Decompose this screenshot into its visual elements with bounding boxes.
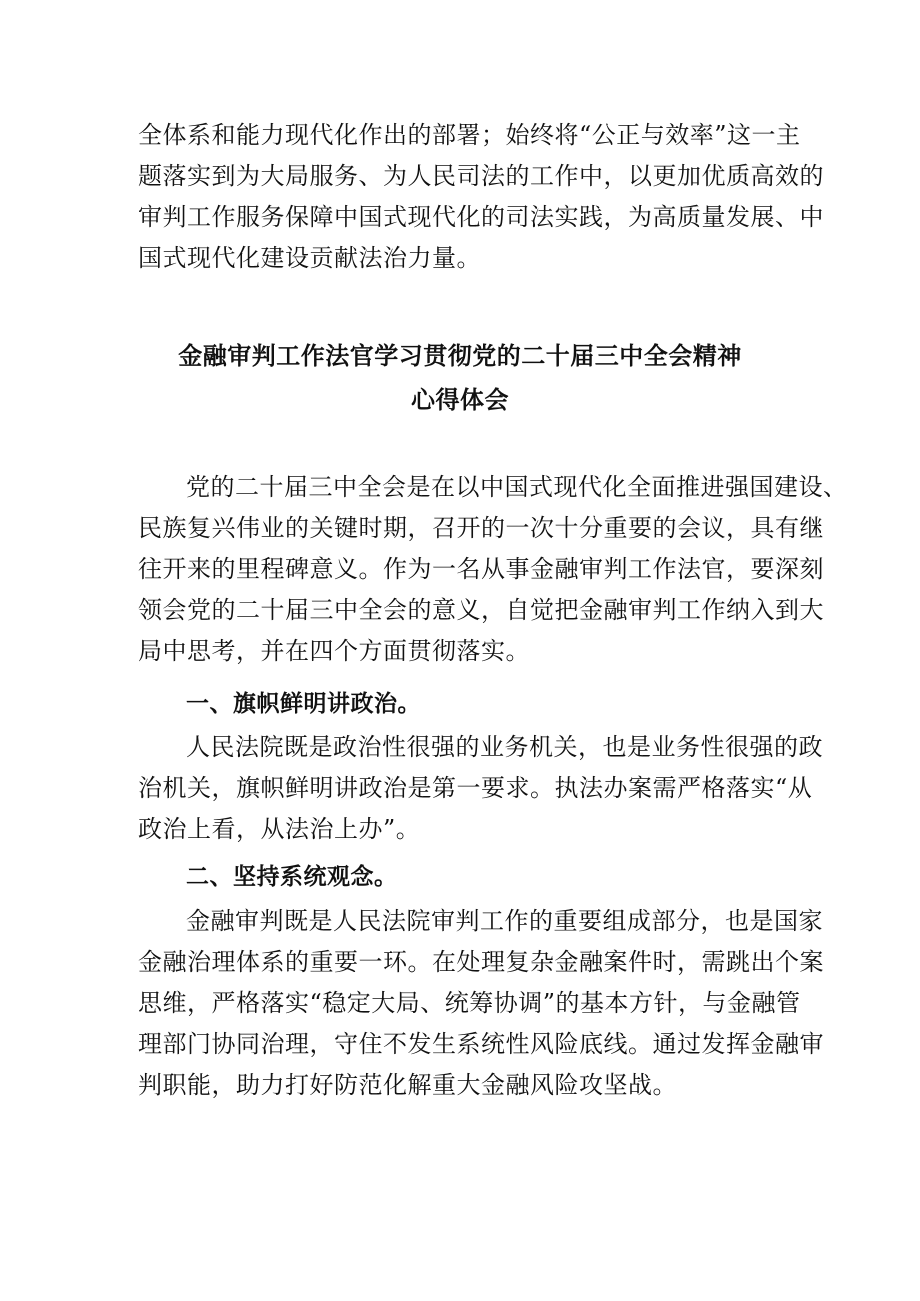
text-line: 题落实到为大局服务、为人民司法的工作中，以更加优质高效的 (138, 162, 824, 190)
text-line: 国式现代化建设贡献法治力量。 (138, 244, 481, 272)
text-line: 局中思考，并在四个方面贯彻落实。 (138, 637, 530, 665)
article-title-line1: 金融审判工作法官学习贯彻党的二十届三中全会精神 (178, 342, 742, 370)
section-heading-1: 一、旗帜鲜明讲政治。 (186, 691, 421, 717)
text-line: 审判工作服务保障中国式现代化的司法实践，为高质量发展、中 (138, 203, 824, 231)
text-line: 政治上看，从法治上办”。 (138, 815, 421, 843)
text-line: 治机关，旗帜鲜明讲政治是第一要求。执法办案需严格落实“从 (138, 774, 813, 802)
text-line: 金融审判既是人民法院审判工作的重要组成部分，也是国家 (186, 907, 823, 935)
section-heading-2: 二、坚持系统观念。 (186, 864, 398, 890)
paragraph-2 (138, 727, 823, 850)
text-line: 党的二十届三中全会是在以中国式现代化全面推进强国建设、 (186, 473, 848, 501)
text-line: 人民法院既是政治性很强的业务机关，也是业务性很强的政 (186, 733, 823, 761)
text-line: 理部门协同治理，守住不发生系统性风险底线。通过发挥金融审 (138, 1030, 824, 1058)
article-title-line2: 心得体会 (411, 386, 509, 414)
text-line: 往开来的里程碑意义。作为一名从事金融审判工作法官，要深刻 (138, 555, 824, 583)
paragraph-1 (138, 467, 848, 672)
text-line: 思维，严格落实“稳定大局、统筹协调”的基本方针，与金融管 (138, 989, 801, 1017)
intro-paragraph (138, 115, 824, 279)
text-line: 金融治理体系的重要一环。在处理复杂金融案件时，需跳出个案 (138, 948, 824, 976)
text-line: 民族复兴伟业的关键时期，召开的一次十分重要的会议，具有继 (138, 514, 824, 542)
text-line: 判职能，助力打好防范化解重大金融风险攻坚战。 (138, 1071, 677, 1099)
paragraph-3 (138, 901, 824, 1106)
text-line: 全体系和能力现代化作出的部署；始终将“公正与效率”这一主 (138, 121, 801, 149)
text-line: 领会党的二十届三中全会的意义，自觉把金融审判工作纳入到大 (138, 596, 824, 624)
